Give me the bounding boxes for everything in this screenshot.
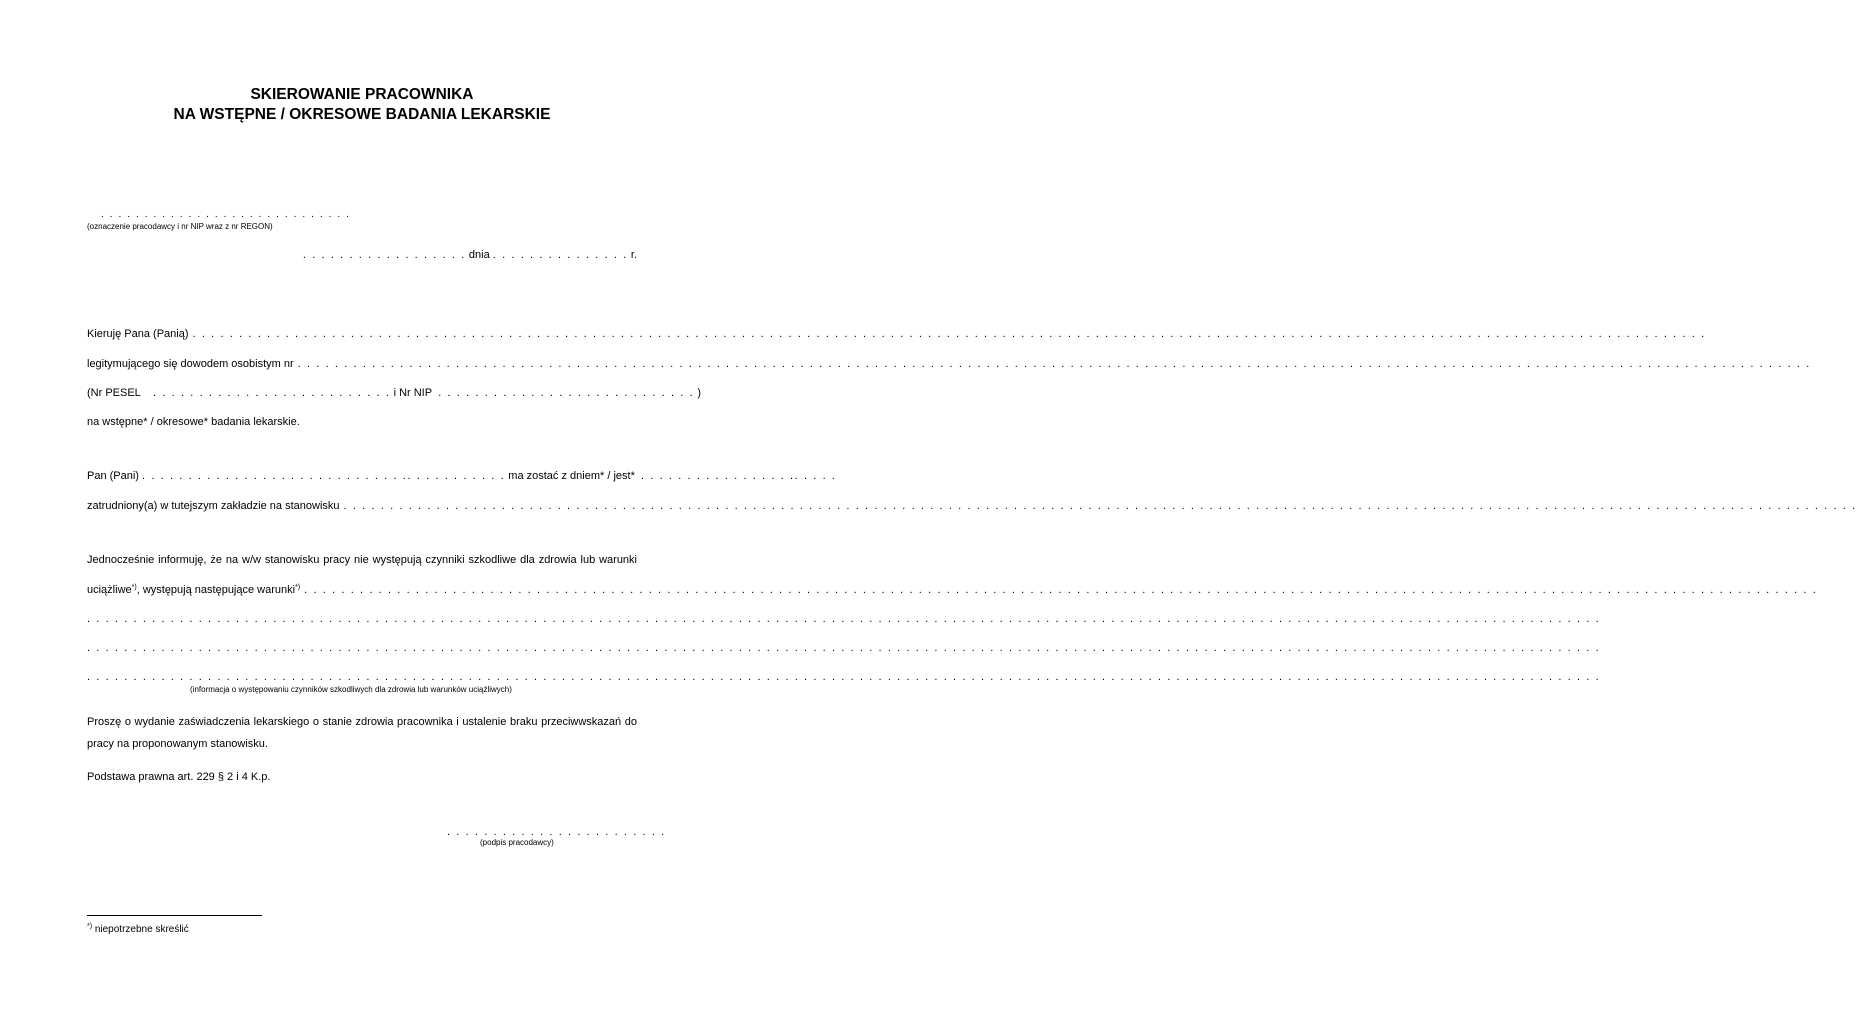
footnote-mark: *): [131, 584, 137, 591]
dnia-label: dnia: [468, 249, 490, 261]
pesel-dots: . . . . . . . . . . . . . . . . . . . . . . . . . .: [153, 387, 391, 399]
footnote-text: niepotrzebne skreślić: [92, 924, 189, 935]
id-card-line: [87, 358, 637, 370]
dotted-line: [87, 613, 1600, 625]
position-line: [87, 500, 637, 512]
position-dots: [344, 500, 1857, 512]
pan-label: Pan (Pani): [87, 470, 139, 482]
footnote-mark: *): [87, 923, 93, 930]
pan-line: [87, 470, 837, 482]
employer-dots: . . . . . . . . . . . . . . . . . . . . . . . . . . . . .: [101, 209, 351, 220]
date-dots: . . . . . . . . . . . . . . .: [492, 249, 628, 261]
request-line1: Proszę o wydanie zaświadczenia lekarskiego o stanie zdrowia pracownika i ustalenie braku przeciwwskazań do: [87, 716, 637, 728]
pesel-close: ): [697, 387, 702, 399]
conditions-dots: [304, 584, 1817, 596]
document-title-line2: NA WSTĘPNE / OKRESOWE BADANIA LEKARSKIE: [173, 106, 551, 123]
employee-name-dots: [193, 328, 1706, 340]
date-line: [303, 249, 637, 261]
footnote: [87, 924, 189, 935]
employee-name-line: [87, 328, 637, 340]
dotted-line: [87, 642, 1600, 654]
footnote-divider: [87, 915, 262, 916]
pan-dots: . . . . . . . . . . . . . . . . . . . . . . . . . . . . .. . . . . . . . . . .: [142, 470, 506, 482]
info-paragraph-line1: Jednocześnie informuję, że na w/w stanowisku pracy nie występują czynniki szkodliwe dla zdrowia lub warunki: [87, 554, 637, 566]
conditions-line: [87, 584, 637, 596]
conditions-dots-line-3: [87, 642, 637, 654]
signature-caption: (podpis pracodawcy): [480, 838, 554, 847]
kieruje-label: Kieruję Pana (Panią): [87, 328, 189, 340]
nip-dots: . . . . . . . . . . . . . . . . . . . . . . . . . . . .: [438, 387, 695, 399]
position-label: zatrudniony(a) w tutejszym zakładzie na stanowisku: [87, 500, 340, 512]
footnote-mark: *): [295, 584, 301, 591]
exam-type-line: na wstępne* / okresowe* badania lekarskie.: [87, 416, 300, 428]
ma-zostac-label: ma zostać z dniem* / jest*: [508, 470, 635, 482]
pesel-label: (Nr PESEL: [87, 387, 141, 399]
conditions-caption: (informacja o występowaniu czynników szkodliwych dla zdrowia lub warunków uciążliwych): [190, 685, 512, 694]
place-dots: . . . . . . . . . . . . . . . . . .: [302, 249, 466, 261]
id-card-label: legitymującego się dowodem osobistym nr: [87, 358, 294, 370]
id-card-dots: [298, 358, 1811, 370]
conditions-dots-line-2: [87, 613, 637, 625]
jest-dots: . . . . . . . . . . . . . . . . .. . . . .: [640, 470, 837, 482]
dotted-line: [87, 671, 1600, 683]
year-suffix: r.: [630, 249, 637, 261]
legal-basis: Podstawa prawna art. 229 § 2 i 4 K.p.: [87, 771, 271, 783]
nip-label: i Nr NIP: [393, 387, 433, 399]
signature-dots: . . . . . . . . . . . . . . . . . . . . . . . .: [447, 826, 666, 838]
employer-caption: (oznaczenie pracodawcy i nr NIP wraz z nr REGON): [87, 222, 273, 231]
request-line2: pracy na proponowanym stanowisku.: [87, 738, 268, 750]
document-title-line1: SKIEROWANIE PRACOWNIKA: [250, 86, 474, 103]
conditions-dots-line-4: [87, 671, 637, 683]
pesel-nip-line: [87, 387, 701, 399]
conditions-label: uciążliwe*), występują następujące warunki*): [87, 584, 301, 596]
